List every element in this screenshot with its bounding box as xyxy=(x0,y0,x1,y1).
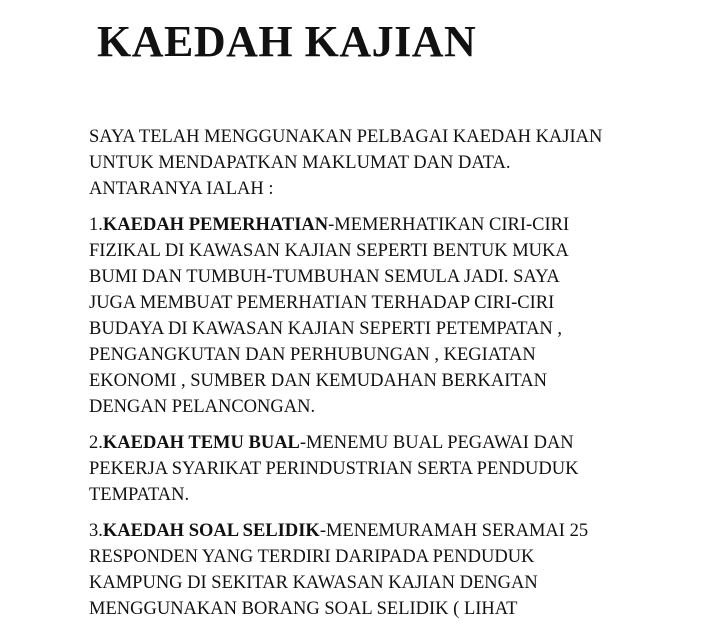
method-line: PEKERJA SYARIKAT PERINDUSTRIAN SERTA PENDUDUK xyxy=(89,459,579,479)
method-line: JUGA MEMBUAT PEMERHATIAN TERHADAP CIRI-CIRI xyxy=(89,293,555,313)
method-line: RESPONDEN YANG TERDIRI DARIPADA PENDUDUK xyxy=(89,547,535,567)
method-first-line xyxy=(89,518,689,544)
method-paragraph-interview xyxy=(89,430,689,508)
intro-paragraph xyxy=(89,124,689,202)
method-line: DENGAN PELANCONGAN. xyxy=(89,397,316,417)
method-name: KAEDAH TEMU BUAL xyxy=(102,433,300,453)
method-line: BUMI DAN TUMBUH-TUMBUHAN SEMULA JADI. SAYA xyxy=(89,267,560,287)
method-line: FIZIKAL DI KAWASAN KAJIAN SEPERTI BENTUK MUKA xyxy=(89,241,569,261)
method-description: -MEMERHATIKAN CIRI-CIRI xyxy=(328,215,570,235)
method-description: -MENEMU BUAL PEGAWAI DAN xyxy=(299,433,574,453)
method-line: TEMPATAN. xyxy=(89,485,190,505)
method-line: KAMPUNG DI SEKITAR KAWASAN KAJIAN DENGAN xyxy=(89,573,538,593)
method-name: KAEDAH PEMERHATIAN xyxy=(102,215,329,235)
intro-line: ANTARANYA IALAH : xyxy=(89,179,274,199)
method-line: MENGGUNAKAN BORANG SOAL SELIDIK ( LIHAT xyxy=(89,599,518,619)
method-description: -MENEMURAMAH SERAMAI 25 xyxy=(319,521,589,541)
method-number: 3. xyxy=(89,521,103,541)
method-line: EKONOMI , SUMBER DAN KEMUDAHAN BERKAITAN xyxy=(89,371,547,391)
method-name: KAEDAH SOAL SELIDIK xyxy=(102,521,320,541)
method-number: 2. xyxy=(89,433,103,453)
method-line: PENGANGKUTAN DAN PERHUBUNGAN , KEGIATAN xyxy=(89,345,536,365)
method-line: BUDAYA DI KAWASAN KAJIAN SEPERTI PETEMPATAN , xyxy=(89,319,563,339)
document-title: KAEDAH KAJIAN xyxy=(97,17,477,66)
method-paragraph-survey xyxy=(89,518,689,622)
method-paragraph-observation xyxy=(89,212,689,420)
method-number: 1. xyxy=(89,215,103,235)
method-first-line xyxy=(89,212,689,238)
document-body xyxy=(89,124,689,630)
method-first-line xyxy=(89,430,689,456)
intro-line: UNTUK MENDAPATKAN MAKLUMAT DAN DATA. xyxy=(89,153,511,173)
intro-line: SAYA TELAH MENGGUNAKAN PELBAGAI KAEDAH KAJIAN xyxy=(89,127,603,147)
